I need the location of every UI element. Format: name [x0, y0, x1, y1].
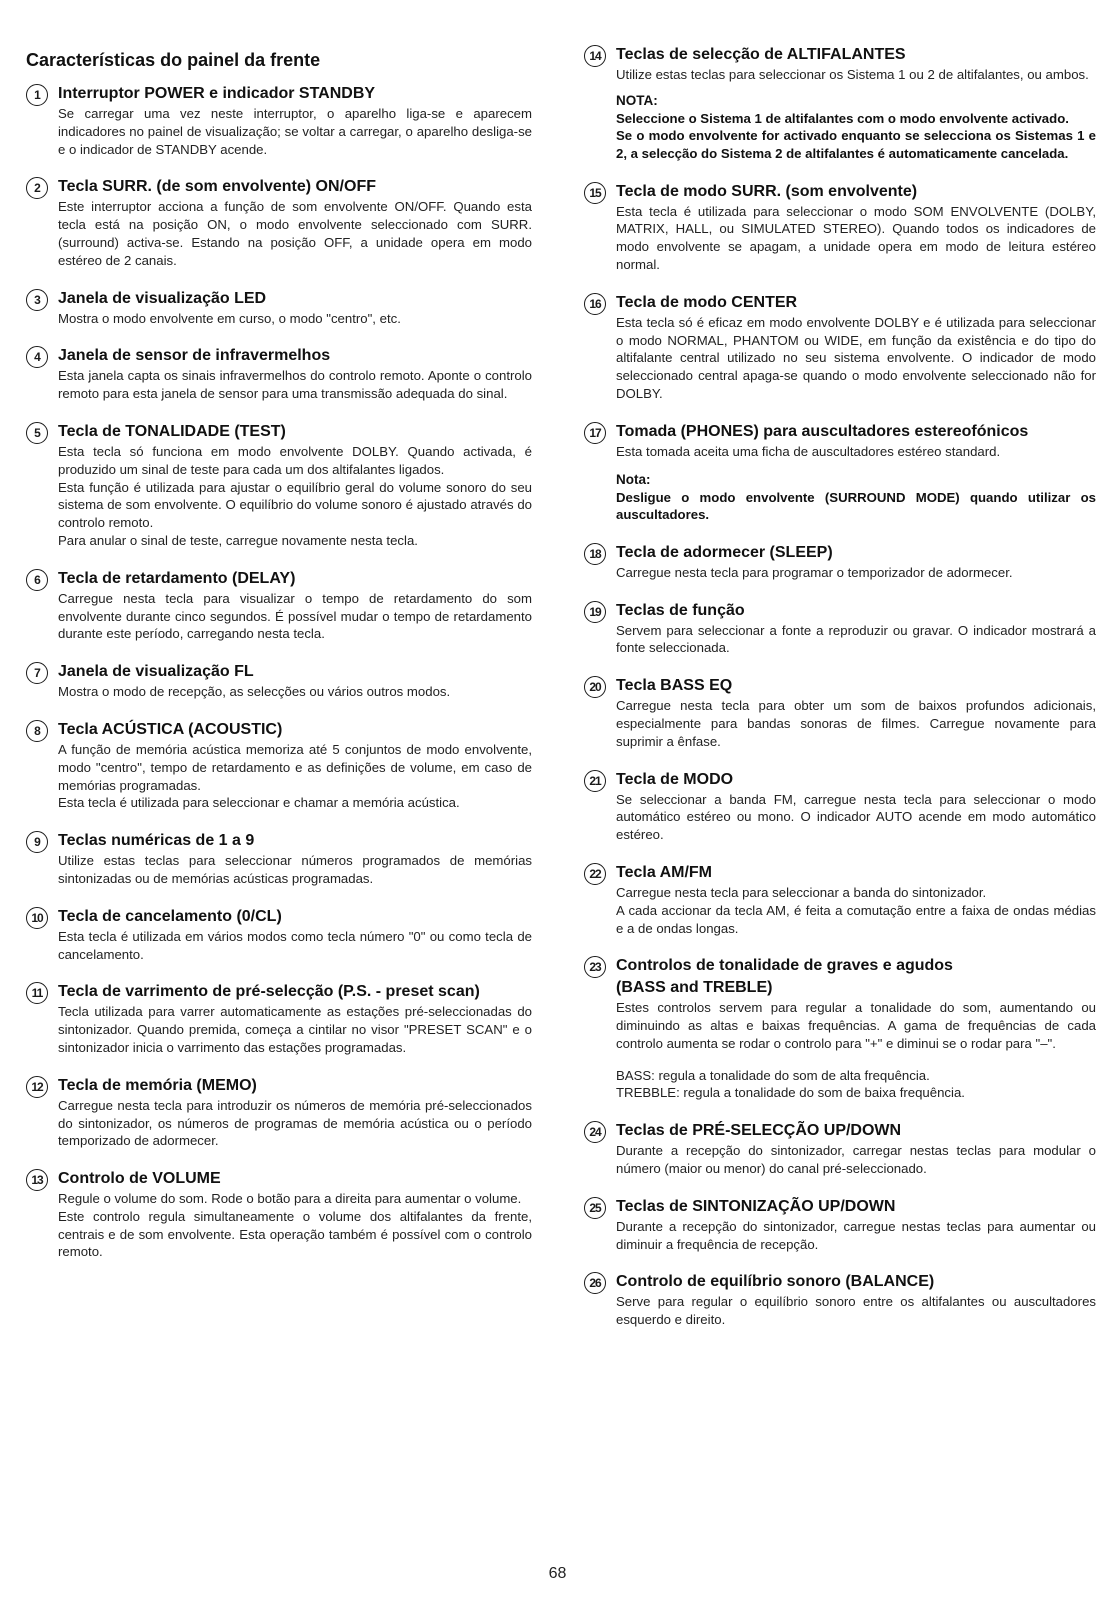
feature-item-8	[26, 719, 532, 812]
item-text: Tecla utilizada para varrer automaticamente as estações pré-seleccionadas do sintonizador. Quando premida, começa a cintilar no visor "PRESET SCAN" e o sintonizador inicia o varrimento das estações programadas.	[58, 1004, 532, 1055]
feature-item-6	[26, 568, 532, 643]
item-title: Controlo de VOLUME	[58, 1170, 221, 1188]
item-number-badge: 10	[26, 907, 48, 929]
item-title: Tecla de memória (MEMO)	[58, 1076, 257, 1094]
item-text: Carregue nesta tecla para visualizar o tempo de retardamento do som envolvente durante cinco segundos. É possível mudar o tempo de retardamento durante este período, carregando nesta tecla.	[58, 590, 532, 642]
feature-item-17	[584, 421, 1096, 461]
item-number-badge: 13	[26, 1169, 48, 1191]
item-number-badge: 9	[26, 831, 48, 853]
item-text: Carregue nesta tecla para obter um som de baixos profundos adicionais, especialmente para bandas sonoras de filmes. Carregue novamente para suprimir a ênfase.	[616, 698, 1096, 749]
item-title: Interruptor POWER e indicador STANDBY	[58, 85, 376, 102]
item-number-badge: 11	[26, 982, 48, 1004]
note-text: Se o modo envolvente for activado enquanto se selecciona os Sistemas 1 e 2, a selecção do Sistema 2 de altifalantes é automaticamente cancelada.	[616, 128, 1096, 161]
item-title: Tecla de modo SURR. (som envolvente)	[616, 182, 918, 200]
item-text: Esta tecla só funciona em modo envolvente DOLBY. Quando activada, é produzido um sinal de teste para cada um dos altifalantes ligados.	[58, 443, 532, 477]
left-column	[26, 44, 532, 1279]
item-number-badge: 19	[584, 601, 606, 623]
item-number-badge: 14	[584, 45, 606, 67]
feature-item-11	[26, 981, 532, 1056]
item-text: Serve para regular o equilíbrio sonoro entre os altifalantes ou auscultadores esquerdo e direito.	[616, 1294, 1096, 1328]
feature-item-19	[584, 600, 1096, 658]
item-title: Teclas de selecção de ALTIFALANTES	[616, 46, 906, 63]
item-title: Tecla de cancelamento (0/CL)	[58, 907, 282, 925]
note-text: Seleccione o Sistema 1 de altifalantes com o modo envolvente activado.	[616, 110, 1069, 126]
note-label: Nota:	[616, 471, 651, 487]
item-text: Utilize estas teclas para seleccionar os Sistema 1 ou 2 de altifalantes, ou ambos.	[616, 67, 1089, 82]
feature-item-5	[26, 421, 532, 550]
item-title: Tecla SURR. (de som envolvente) ON/OFF	[58, 178, 376, 196]
item-text: Esta janela capta os sinais infravermelhos do controlo remoto. Aponte o controlo remoto para esta janela de sensor para uma transmissão adequada do sinal.	[58, 368, 532, 402]
item-text: Servem para seleccionar a fonte a reproduzir ou gravar. O indicador mostrará a fonte seleccionada.	[616, 622, 1096, 656]
item-text: Este interruptor acciona a função de som envolvente ON/OFF. Quando esta tecla está na posição ON, o modo envolvente seleccionado com SURR. (surround) activa-se. Estando na posição OFF, a unidade opera em modo estéreo de 2 canais.	[58, 199, 532, 268]
item-number-badge: 23	[584, 956, 606, 978]
feature-item-16	[584, 292, 1096, 403]
item-number-badge: 8	[26, 720, 48, 742]
item-title: Tecla de TONALIDADE (TEST)	[58, 422, 286, 440]
feature-item-26	[584, 1271, 1096, 1329]
item-text: Esta tecla só é eficaz em modo envolvente DOLBY e é utilizada para seleccionar o modo NORMAL, PHANTOM ou WIDE, em função da existência e do tipo do altifalante central utilizado no seu sistema envolvente. O indicador de modo seleccionado central apaga-se quando o modo envolvente seleccionado não for DOLBY.	[616, 314, 1096, 401]
speakers-note	[584, 92, 1096, 163]
item-title-line: Controlos de tonalidade de graves e agudos	[616, 957, 953, 975]
item-text: TREBBLE: regula a tonalidade do som de baixa frequência.	[616, 1085, 965, 1101]
item-title: Tecla de varrimento de pré-selecção (P.S. - preset scan)	[58, 983, 480, 1001]
item-text: Estes controlos servem para regular a tonalidade do som, aumentando ou diminuindo as altas e baixas frequências. A gama de frequências de cada controlo aumenta se rodar o controlo para "+" e diminui se o rodar para "–".	[616, 1000, 1096, 1051]
item-number-badge: 5	[26, 422, 48, 444]
item-text: Esta tecla é utilizada em vários modos como tecla número "0" ou como tecla de cancelamento.	[58, 928, 532, 962]
item-number-badge: 6	[26, 569, 48, 591]
page-title: Características do painel da frente	[26, 50, 321, 70]
item-title: Tomada (PHONES) para auscultadores estereofónicos	[616, 422, 1029, 440]
feature-item-15	[584, 181, 1096, 274]
item-title: Janela de visualização LED	[58, 289, 267, 307]
item-title: Teclas de função	[616, 601, 745, 619]
feature-item-3	[26, 288, 532, 328]
item-title: Teclas de PRÉ-SELECÇÃO UP/DOWN	[616, 1122, 902, 1140]
item-text: Carregue nesta tecla para programar o temporizador de adormecer.	[616, 564, 1013, 580]
item-text: Esta função é utilizada para ajustar o equilíbrio geral do volume sonoro do seu sistema de som envolvente. O equilíbrio do volume sonoro é ajustado através do controlo remoto.	[58, 479, 532, 531]
item-text: Durante a recepção do sintonizador, carregue nestas teclas para aumentar ou diminuir a frequência de recepção.	[616, 1218, 1096, 1252]
note-text: Desligue o modo envolvente (SURROUND MODE) quando utilizar os auscultadores.	[616, 489, 1096, 523]
item-number-badge: 18	[584, 543, 606, 565]
feature-item-13	[26, 1168, 532, 1261]
feature-item-4	[26, 345, 532, 403]
item-title: Tecla BASS EQ	[616, 677, 733, 695]
item-title: Tecla de adormecer (SLEEP)	[616, 543, 833, 561]
item-number-badge: 2	[26, 177, 48, 199]
item-number-badge: 17	[584, 422, 606, 444]
item-title: Controlo de equilíbrio sonoro (BALANCE)	[616, 1273, 935, 1291]
item-text: Este controlo regula simultaneamente o volume dos altifalantes da frente, centrais e de som envolvente. Esta operação também é possível com o controlo remoto.	[58, 1208, 532, 1260]
feature-item-21	[584, 769, 1096, 844]
item-number-badge: 3	[26, 289, 48, 311]
item-number-badge: 16	[584, 293, 606, 315]
item-number-badge: 7	[26, 662, 48, 684]
item-text: Durante a recepção do sintonizador, carregar nestas teclas para modular o número (maior ou menor) do canal pré-seleccionado.	[616, 1143, 1096, 1177]
feature-item-24	[584, 1120, 1096, 1178]
feature-item-18	[584, 542, 1096, 582]
item-title: Tecla ACÚSTICA (ACOUSTIC)	[58, 720, 283, 738]
feature-item-2	[26, 176, 532, 269]
feature-item-22	[584, 862, 1096, 937]
item-title-line: (BASS and TREBLE)	[616, 979, 773, 997]
feature-item-20	[584, 675, 1096, 750]
item-number-badge: 22	[584, 863, 606, 885]
feature-item-25	[584, 1196, 1096, 1254]
feature-item-12	[26, 1075, 532, 1150]
item-title: Tecla de retardamento (DELAY)	[58, 569, 296, 587]
item-text: Esta tecla é utilizada para seleccionar e chamar a memória acústica.	[58, 795, 460, 811]
feature-item-9	[26, 830, 532, 888]
item-number-badge: 20	[584, 676, 606, 698]
item-title: Tecla AM/FM	[616, 863, 713, 881]
item-title: Janela de visualização FL	[58, 663, 254, 681]
feature-item-23	[584, 955, 1096, 1102]
item-title: Teclas numéricas de 1 a 9	[58, 832, 255, 850]
item-title: Tecla de modo CENTER	[616, 293, 798, 311]
item-text: A função de memória acústica memoriza até 5 conjuntos de modo envolvente, modo "centro", tempo de retardamento e as definições de volume, em caso de memórias programadas.	[58, 741, 532, 793]
item-text: Se seleccionar a banda FM, carregue nesta tecla para seleccionar o modo automático estéreo ou mono. O indicador AUTO acende em modo automático estéreo.	[616, 791, 1096, 843]
item-title: Tecla de MODO	[616, 770, 734, 788]
note-label: NOTA:	[616, 92, 658, 108]
item-text: Mostra o modo envolvente em curso, o modo "centro", etc.	[58, 310, 401, 326]
item-text: Se carregar uma vez neste interruptor, o aparelho liga-se e aparecem indicadores no painel de visualização; se voltar a carregar, o aparelho desliga-se e o indicador de STANDBY acende.	[58, 106, 532, 157]
item-number-badge: 15	[584, 182, 606, 204]
feature-item-10	[26, 906, 532, 964]
item-number-badge: 1	[26, 84, 48, 106]
right-column	[584, 44, 1096, 1347]
item-text: Para anular o sinal de teste, carregue novamente nesta tecla.	[58, 532, 418, 548]
item-number-badge: 25	[584, 1197, 606, 1219]
item-text: Carregue nesta tecla para introduzir os números de memória pré-seleccionados do sintonizador, os números de programas de memória acústica ou o período temporizado de adormecer.	[58, 1097, 532, 1149]
item-text: Esta tecla é utilizada para seleccionar o modo SOM ENVOLVENTE (DOLBY, MATRIX, HALL, ou SIMULATED STEREO). Quando todos os indicadores de modo envolvente se apagam, a unidade opera em modo de leitura estéreo normal.	[616, 203, 1096, 272]
item-number-badge: 21	[584, 770, 606, 792]
item-title	[616, 955, 1096, 999]
item-text: Mostra o modo de recepção, as selecções ou vários outros modos.	[58, 684, 451, 700]
item-text: BASS: regula a tonalidade do som de alta frequência.	[616, 1067, 930, 1083]
item-text: Regule o volume do som. Rode o botão para a direita para aumentar o volume.	[58, 1191, 522, 1207]
item-text: Esta tomada aceita uma ficha de auscultadores estéreo standard.	[616, 443, 1001, 459]
page-number: 68	[548, 1565, 567, 1582]
item-text: Utilize estas teclas para seleccionar números programados de memórias sintonizadas ou de memórias acústicas programadas.	[58, 853, 532, 886]
item-number-badge: 4	[26, 346, 48, 368]
item-text: A cada accionar da tecla AM, é feita a comutação entre a faixa de ondas médias e a de ondas longas.	[616, 902, 1096, 936]
item-number-badge: 12	[26, 1076, 48, 1098]
feature-item-14	[584, 44, 1096, 84]
item-number-badge: 24	[584, 1121, 606, 1143]
item-title: Janela de sensor de infravermelhos	[58, 347, 331, 365]
item-number-badge: 26	[584, 1272, 606, 1294]
feature-item-1	[26, 83, 532, 158]
phones-note	[584, 471, 1096, 524]
feature-item-7	[26, 661, 532, 701]
item-text: Carregue nesta tecla para seleccionar a banda do sintonizador.	[616, 884, 987, 900]
item-title: Teclas de SINTONIZAÇÃO UP/DOWN	[616, 1197, 896, 1215]
